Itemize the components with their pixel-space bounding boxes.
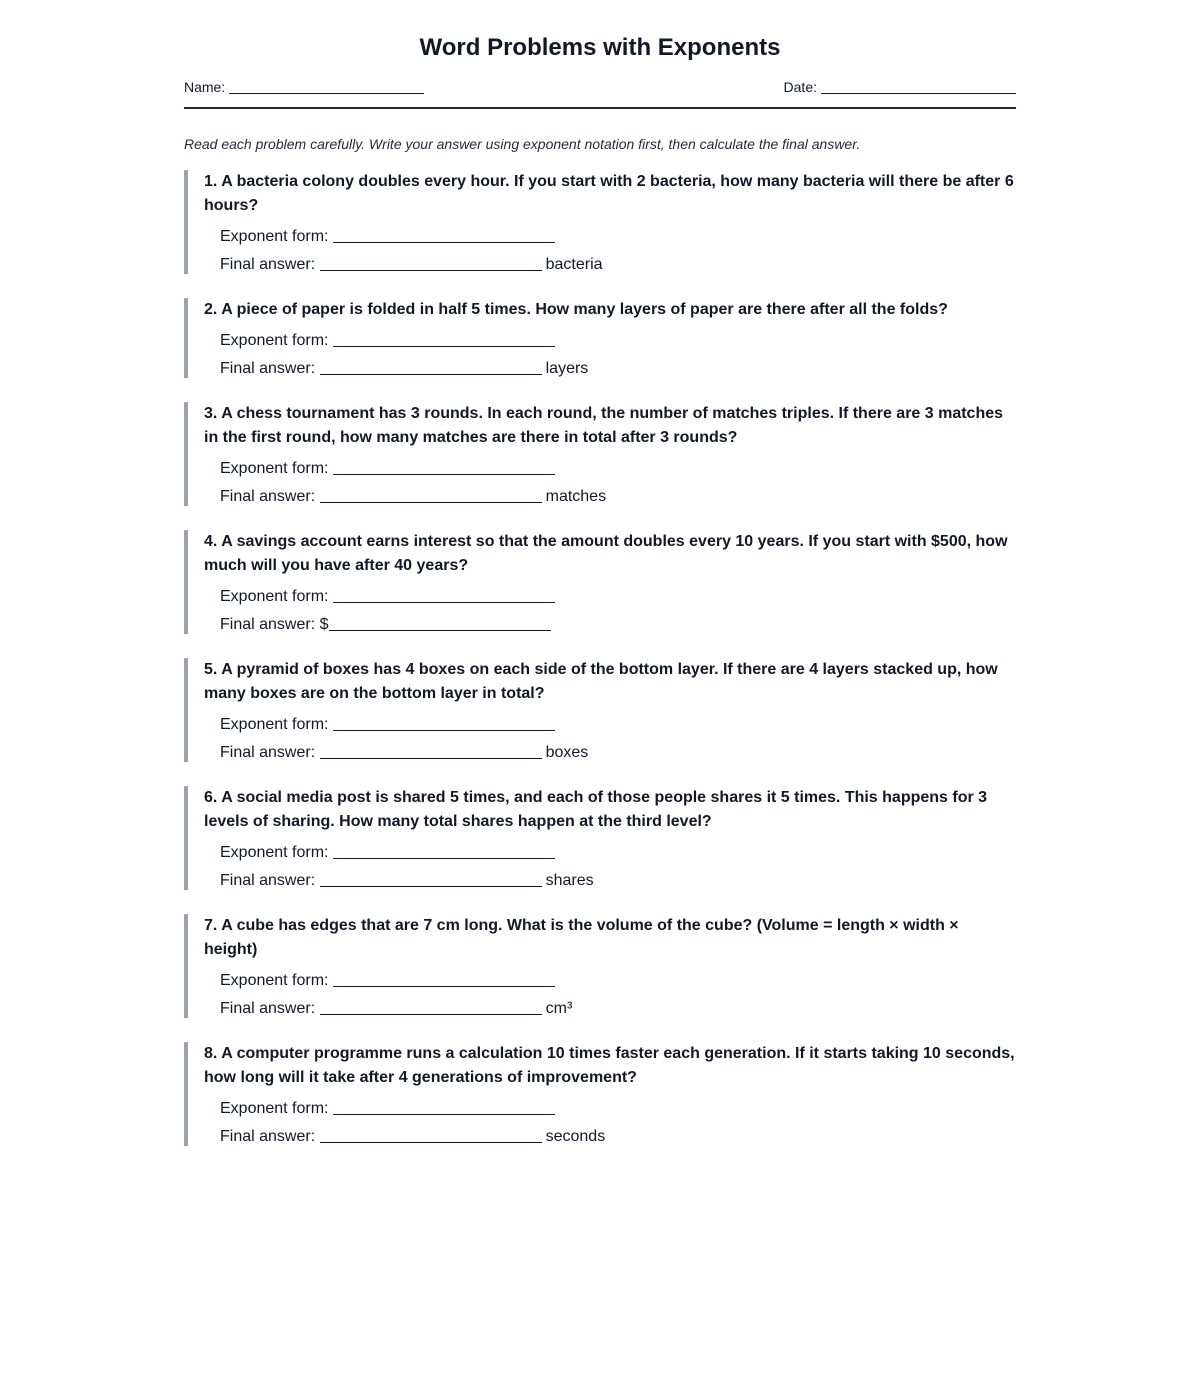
final-answer-unit: bacteria	[545, 256, 603, 273]
final-answer-label: Final answer:	[220, 488, 316, 505]
final-answer-line[interactable]	[220, 742, 1016, 762]
final-answer-line[interactable]	[220, 1126, 1016, 1146]
final-answer-label: Final answer:	[220, 1128, 316, 1145]
problem-5	[184, 658, 1016, 762]
problem-question: 2. A piece of paper is folded in half 5 times. How many layers of paper are there after all the folds?	[204, 301, 948, 318]
final-answer-line[interactable]	[220, 870, 1016, 890]
final-answer-label: Final answer:	[220, 360, 316, 377]
exponent-form-blank[interactable]	[333, 586, 555, 603]
final-answer-unit: seconds	[545, 1128, 606, 1145]
worksheet-page	[184, 0, 1016, 1145]
problem-7	[184, 914, 1016, 1018]
exponent-form-line[interactable]	[220, 970, 1016, 990]
final-answer-unit: cm³	[545, 1000, 573, 1017]
problem-4	[184, 530, 1016, 634]
exponent-form-blank[interactable]	[333, 1098, 555, 1115]
name-label: Name:	[184, 79, 226, 95]
final-answer-line[interactable]	[220, 358, 1016, 378]
final-answer-line[interactable]	[220, 614, 1016, 634]
exponent-form-label: Exponent form:	[220, 844, 329, 861]
exponent-form-blank[interactable]	[333, 714, 555, 731]
exponent-form-label: Exponent form:	[220, 972, 329, 989]
final-answer-blank[interactable]	[320, 998, 542, 1015]
problem-question: 8. A computer programme runs a calculation 10 times faster each generation. If it starts taking 10 seconds, how long will it take after 4 generations of improvement?	[204, 1045, 1015, 1086]
exponent-form-line[interactable]	[220, 714, 1016, 734]
student-info-row	[184, 73, 1016, 109]
exponent-form-line[interactable]	[220, 330, 1016, 350]
final-answer-unit: layers	[545, 360, 589, 377]
exponent-form-line[interactable]	[220, 1098, 1016, 1118]
name-field[interactable]	[184, 79, 424, 95]
exponent-form-label: Exponent form:	[220, 1100, 329, 1117]
final-answer-blank[interactable]	[329, 614, 551, 631]
exponent-form-line[interactable]	[220, 842, 1016, 862]
exponent-form-blank[interactable]	[333, 842, 555, 859]
final-answer-blank[interactable]	[320, 742, 542, 759]
final-answer-unit: shares	[545, 872, 594, 889]
problem-question: 6. A social media post is shared 5 times, and each of those people shares it 5 times. This happens for 3 levels of sharing. How many total shares happen at the third level?	[204, 789, 988, 830]
problem-8	[184, 1042, 1016, 1146]
final-answer-line[interactable]	[220, 486, 1016, 506]
exponent-form-blank[interactable]	[333, 458, 555, 475]
problem-question: 4. A savings account earns interest so that the amount doubles every 10 years. If you start with $500, how much will you have after 40 years?	[204, 533, 1008, 574]
final-answer-unit: boxes	[545, 744, 589, 761]
exponent-form-line[interactable]	[220, 586, 1016, 606]
date-label: Date:	[783, 79, 817, 95]
exponent-form-label: Exponent form:	[220, 228, 329, 245]
final-answer-label: Final answer:	[220, 616, 316, 633]
exponent-form-blank[interactable]	[333, 330, 555, 347]
final-answer-blank[interactable]	[320, 870, 542, 887]
instructions: Read each problem carefully. Write your answer using exponent notation first, then calculate the final answer.	[184, 136, 861, 152]
exponent-form-blank[interactable]	[333, 970, 555, 987]
date-field[interactable]	[784, 79, 1016, 95]
final-answer-label: Final answer:	[220, 256, 316, 273]
problem-1	[184, 170, 1016, 274]
final-answer-blank[interactable]	[320, 486, 542, 503]
exponent-form-label: Exponent form:	[220, 460, 329, 477]
final-answer-unit: matches	[545, 488, 607, 505]
date-blank[interactable]	[821, 79, 1016, 94]
exponent-form-line[interactable]	[220, 226, 1016, 246]
problem-6	[184, 786, 1016, 890]
final-answer-label: Final answer:	[220, 872, 316, 889]
final-answer-blank[interactable]	[320, 1126, 542, 1143]
problem-3	[184, 402, 1016, 506]
final-answer-line[interactable]	[220, 998, 1016, 1018]
exponent-form-label: Exponent form:	[220, 716, 329, 733]
problem-question: 3. A chess tournament has 3 rounds. In each round, the number of matches triples. If there are 3 matches in the first round, how many matches are there in total after 3 rounds?	[204, 405, 1004, 446]
problem-question: 5. A pyramid of boxes has 4 boxes on each side of the bottom layer. If there are 4 layers stacked up, how many boxes are on the bottom layer in total?	[204, 661, 998, 702]
exponent-form-label: Exponent form:	[220, 332, 329, 349]
final-answer-label: Final answer:	[220, 744, 316, 761]
name-blank[interactable]	[229, 79, 424, 94]
problem-question: 1. A bacteria colony doubles every hour. If you start with 2 bacteria, how many bacteria will there be after 6 hours?	[204, 173, 1014, 214]
final-answer-blank[interactable]	[320, 358, 542, 375]
exponent-form-label: Exponent form:	[220, 588, 329, 605]
final-answer-label: Final answer:	[220, 1000, 316, 1017]
final-answer-line[interactable]	[220, 254, 1016, 274]
problem-2	[184, 298, 1016, 378]
exponent-form-blank[interactable]	[333, 226, 555, 243]
page-title: Word Problems with Exponents	[419, 34, 781, 61]
final-answer-prefix: $	[319, 616, 329, 633]
problem-question: 7. A cube has edges that are 7 cm long. What is the volume of the cube? (Volume = length × width × height)	[204, 917, 959, 958]
exponent-form-line[interactable]	[220, 458, 1016, 478]
final-answer-blank[interactable]	[320, 254, 542, 271]
